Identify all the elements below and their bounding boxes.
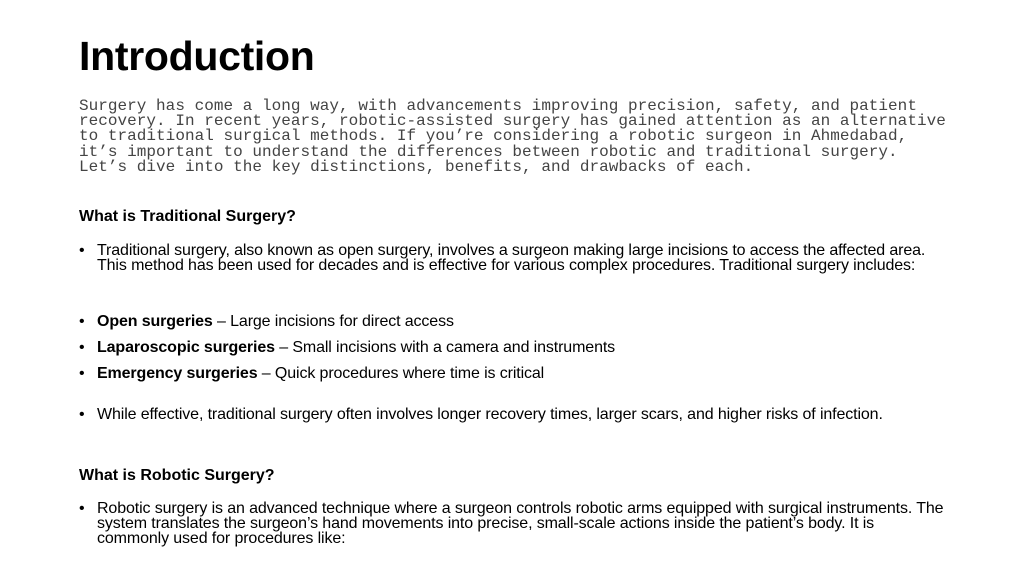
traditional-surgery-heading: What is Traditional Surgery? [79,208,296,225]
robotic-surgery-description [79,501,949,547]
traditional-surgery-description [79,243,949,273]
item-term: Laparoscopic surgeries [97,339,275,356]
bullet-icon: • [79,313,85,330]
bullet-icon: • [79,242,85,259]
bullet-text: Robotic surgery is an advanced technique where a surgeon controls robotic arms equipped with surgical instruments. The system translates the surgeon’s hand movements into precise, small-scale actions inside the patient’s body. It is commonly used for procedures like: [97,500,944,548]
robotic-surgery-heading: What is Robotic Surgery? [79,467,275,484]
bullet-text: While effective, traditional surgery often involves longer recovery times, larger scars, and higher risks of infection. [97,406,883,423]
item-detail: – Large incisions for direct access [212,313,454,330]
bullet-icon: • [79,339,85,356]
bullet-icon: • [79,500,85,517]
bullet-icon: • [79,365,85,382]
item-term: Emergency surgeries [97,365,258,382]
slide-title: Introduction [79,33,315,79]
item-detail: – Quick procedures where time is critical [257,365,545,382]
list-item-laparoscopic-surgeries [79,340,949,355]
list-item-emergency-surgeries [79,366,949,381]
list-item-open-surgeries [79,314,949,329]
traditional-surgery-drawbacks [79,407,949,422]
bullet-text: Traditional surgery, also known as open surgery, involves a surgeon making large incisions to access the affected area. This method has been used for decades and is effective for various complex procedures. Traditional surgery includes: [97,242,926,275]
intro-paragraph: Surgery has come a long way, with advancements improving precision, safety, and patient recovery. In recent years, robotic-assisted surgery has gained attention as an alternative to traditional surgical methods. If you’re considering a robotic surgeon in Ahmedabad, it’s important to understand the differences between robotic and traditional surgery. Let’s dive into the key distinctions, benefits, and drawbacks of each. [79,97,946,176]
bullet-icon: • [79,406,85,423]
item-term: Open surgeries [97,313,213,330]
item-detail: – Small incisions with a camera and instruments [274,339,616,356]
